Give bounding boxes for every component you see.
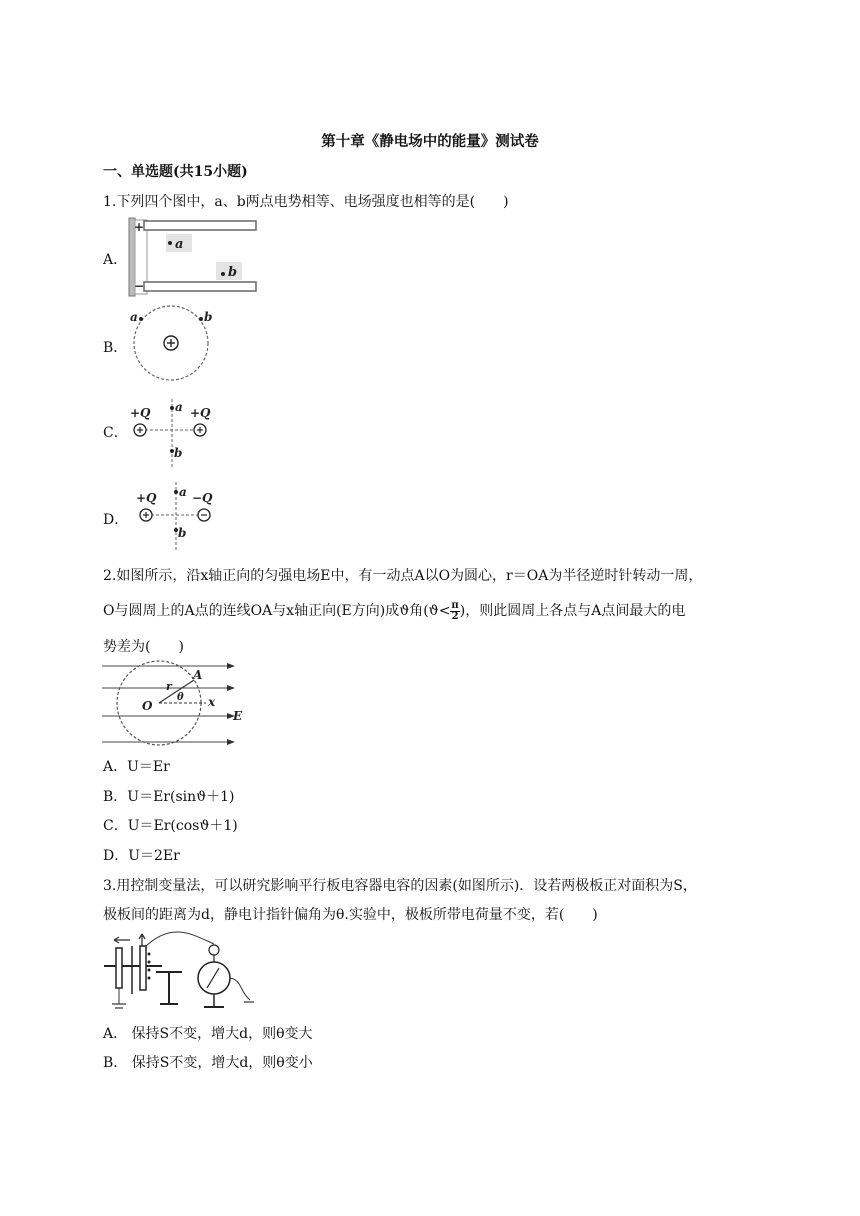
q1-figure-c <box>128 397 214 469</box>
q1-figure-d <box>134 480 220 554</box>
section-heading: 一、单选题(共15小题) <box>103 164 248 180</box>
q1-option-a-label: A． <box>103 252 128 268</box>
theta-label: θ <box>177 692 184 703</box>
q2-option-b: B．U＝Er(sinϑ＋1) <box>103 789 235 805</box>
question-3-stem-line-2: 极板间的距离为d，静电计指针偏角为θ.实验中，极板所带电荷量不变，若( ) <box>103 907 598 923</box>
charge-right-label: +Q <box>190 406 211 420</box>
question-2-stem-line-2 <box>103 600 685 622</box>
pi-over-2-fraction <box>450 601 459 622</box>
point-a-label: a <box>175 237 184 252</box>
q1-option-b-label: B． <box>103 340 128 356</box>
point-a-label: a <box>175 400 183 414</box>
q1-option-c-label: C． <box>103 425 128 441</box>
q1-figure-a <box>128 216 260 298</box>
q3-option-a: A． 保持S不变，增大d，则θ变大 <box>103 1026 313 1042</box>
q2-option-a: A．U＝Er <box>103 759 170 775</box>
q2-option-c: C．U＝Er(cosϑ＋1) <box>103 818 238 834</box>
q2-option-d: D．U＝2Er <box>103 848 180 864</box>
point-a-label: a <box>130 310 138 324</box>
q1-option-d-label: D． <box>103 512 129 528</box>
fraction-denominator: 2 <box>451 610 459 622</box>
point-b-label: b <box>204 310 213 324</box>
fraction-numerator: π <box>451 599 459 611</box>
question-3-stem-line-1: 3.用控制变量法，可以研究影响平行板电容器电容的因素(如图所示)．设若两极板正对面积为S， <box>103 878 697 894</box>
question-2-stem-line-1: 2.如图所示，沿x轴正向的匀强电场E中，有一动点A以O为圆心，r＝OA为半径逆时针转动一周， <box>103 568 703 584</box>
document-title: 第十章《静电场中的能量》测试卷 <box>321 133 539 150</box>
point-b-label: b <box>228 265 238 280</box>
point-b-label: b <box>174 446 183 460</box>
origin-O-label: O <box>142 699 153 713</box>
q3-option-b: B． 保持S不变，增大d，则θ变小 <box>103 1055 313 1071</box>
question-1-stem: 1.下列四个图中，a、b两点电势相等、电场强度也相等的是( ) <box>103 194 509 210</box>
q1-figure-b <box>128 306 218 386</box>
question-2-stem-line-2-part-1: O与圆周上的A点的连线OA与x轴正向(E方向)成ϑ角(ϑ< <box>103 603 451 619</box>
x-axis-label: x <box>208 695 216 709</box>
charge-left-label: +Q <box>130 406 151 420</box>
q3-capacitor-figure <box>102 930 254 1016</box>
point-A-label: A <box>193 668 203 682</box>
point-a-label: a <box>179 485 187 499</box>
minus-sign: − <box>134 279 145 293</box>
q2-figure <box>102 660 248 748</box>
question-2-stem-line-2-part-2: )，则此圆周上各点与A点间最大的电 <box>459 603 686 619</box>
charge-right-label: −Q <box>192 491 213 505</box>
field-E-label: E <box>233 709 243 723</box>
question-2-stem-line-3: 势差为( ) <box>103 639 184 655</box>
charge-left-label: +Q <box>136 491 157 505</box>
plus-sign: + <box>134 220 145 234</box>
point-b-label: b <box>178 526 187 540</box>
radius-r-label: r <box>166 680 172 693</box>
